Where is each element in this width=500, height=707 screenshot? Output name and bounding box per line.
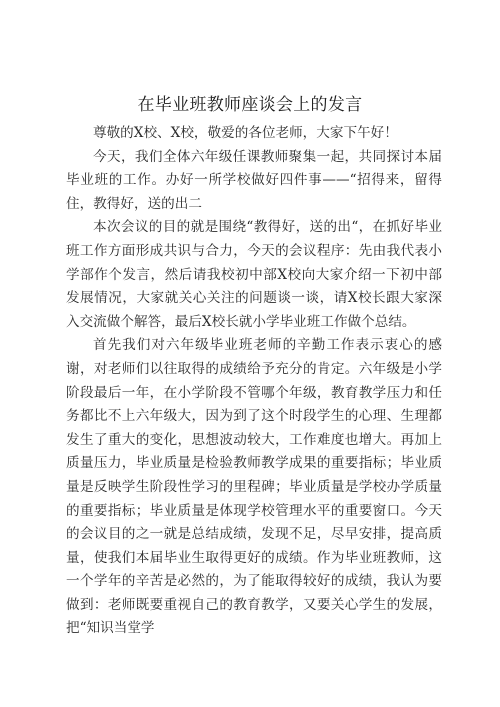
body-paragraph: 本次会议的目的就是围绕“教得好，送的出“，在抓好毕业班工作方面形成共识与合力，今天的会议程序：先由我代表小学部作个发言，然后请我校初中部X校向大家介绍一下初中部发展情况，大家就关心关注的问题谈一谈，请X校长跟大家深入交流做个解答，最后X校长就小学毕业班工作做个总结。 <box>66 219 442 330</box>
document-title: 在毕业班教师座谈会上的发言 <box>137 95 363 115</box>
document-body <box>66 122 442 641</box>
greeting-paragraph: 尊敬的X校、X校，敬爱的各位老师，大家下午好！ <box>93 125 398 141</box>
body-paragraph: 今天，我们全体六年级任课教师聚集一起，共同探讨本届毕业班的工作。办好一所学校做好四件事——“招得来，留得住，教得好，送的出二 <box>66 148 442 212</box>
body-paragraph: 首先我们对六年级毕业班老师的辛勤工作表示衷心的感谢，对老师们以往取得的成绩给予充分的肯定。六年级是小学阶段最后一年，在小学阶段不管哪个年级，教育教学压力和任务都比不上六年级大，因为到了这个时段学生的心理、生理都发生了重大的变化，思想波动较大，工作难度也增大。再加上质量压力，毕业质量是检验教师教学成果的重要指标；毕业质量是反映学生阶段性学习的里程碑；毕业质量是学校办学质量的重要指标；毕业质量是体现学校管理水平的重要窗口。今天的会议目的之一就是总结成绩，发现不足，尽早安排，提高质量，使我们本届毕业生取得更好的成绩。作为毕业班教师，这一个学年的辛苦是必然的，为了能取得较好的成绩，我认为要做到：老师既要重视自己的教育教学，又要关心学生的发展，把“知识当堂学 <box>66 337 442 637</box>
